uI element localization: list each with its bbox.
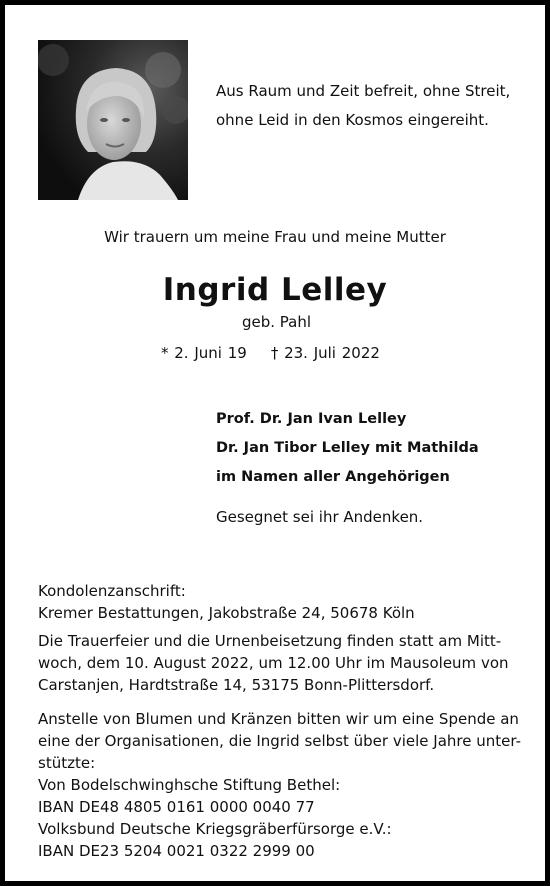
condolence-address (38, 580, 415, 624)
blessing: Gesegnet sei ihr Andenken. (216, 508, 424, 526)
mourners-list (216, 405, 479, 492)
deceased-name: Ingrid Lelley (162, 272, 388, 308)
death-date: † 23. Juli 2022 (270, 344, 380, 362)
text-line: Volksbund Deutsche Kriegsgräberfürsorge e.V.: (38, 820, 392, 838)
poem-line: ohne Leid in den Kosmos eingereiht. (216, 111, 489, 129)
mourner: Dr. Jan Tibor Lelley mit Mathilda (216, 440, 479, 456)
text-line: woch, dem 10. August 2022, um 12.00 Uhr im Mausoleum von (38, 654, 509, 672)
life-dates (161, 344, 404, 362)
portrait-photo (38, 40, 188, 200)
text-line: IBAN DE48 4805 0161 0000 0040 77 (38, 798, 315, 816)
poem (216, 77, 510, 135)
poem-line: Aus Raum und Zeit befreit, ohne Streit, (216, 82, 511, 100)
text-line: Carstanjen, Hardtstraße 14, 53175 Bonn-Plittersdorf. (38, 676, 435, 694)
text-line: Kremer Bestattungen, Jakobstraße 24, 50678 Köln (38, 604, 415, 622)
text-line: eine der Organisationen, die Ingrid selbst über viele Jahre unter- (38, 732, 521, 750)
text-line: Die Trauerfeier und die Urnenbeisetzung finden statt am Mitt- (38, 632, 502, 650)
text-line: IBAN DE23 5204 0021 0322 2999 00 (38, 842, 315, 860)
text-line: stützte: (38, 754, 96, 772)
donation-info (38, 708, 521, 862)
mourner: Prof. Dr. Jan Ivan Lelley (216, 411, 407, 427)
ceremony-info (38, 630, 516, 696)
mourning-intro: Wir trauern um meine Frau und meine Mutter (104, 228, 446, 246)
text-line: Anstelle von Blumen und Kränzen bitten wir um eine Spende an (38, 710, 519, 728)
birth-name: geb. Pahl (242, 313, 312, 331)
birth-date: * 2. Juni 19 (161, 344, 247, 362)
text-line: Kondolenzanschrift: (38, 582, 186, 600)
text-line: Von Bodelschwinghsche Stiftung Bethel: (38, 776, 341, 794)
mourner: im Namen aller Angehörigen (216, 469, 450, 485)
